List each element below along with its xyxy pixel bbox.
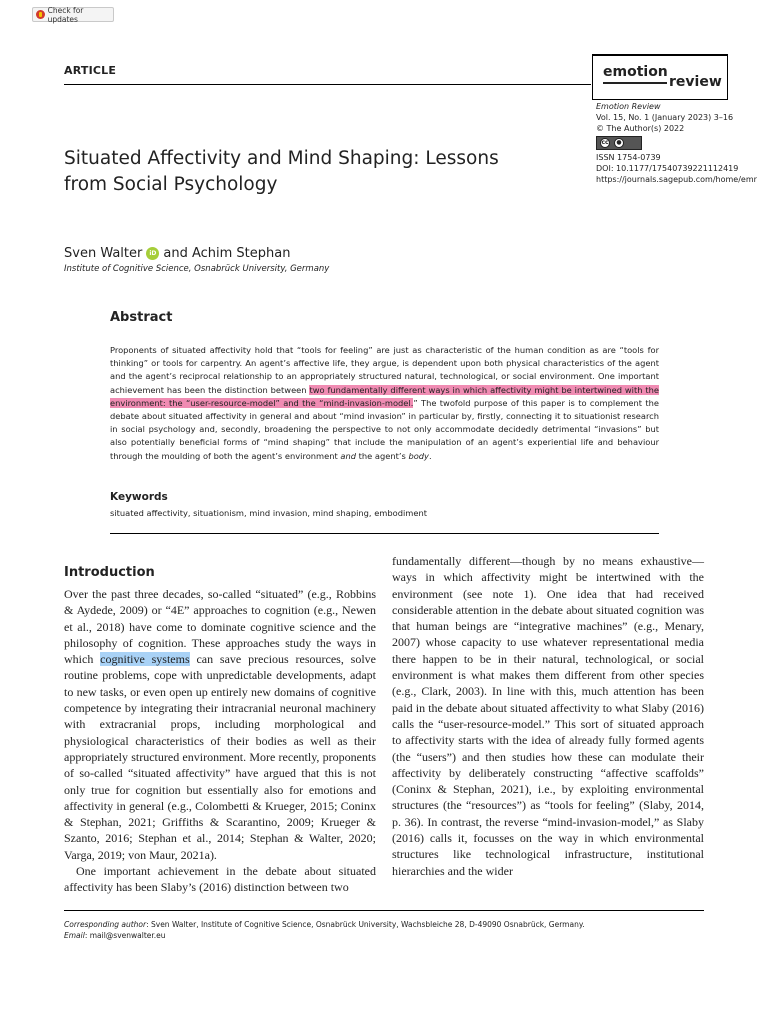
corresponding-author: Corresponding author: Sven Walter, Institute of Cognitive Science, Osnabrück University, Wachsbleiche 28, D-49090 Osnabrück, Germany.	[64, 920, 585, 929]
paper-title: Situated Affectivity and Mind Shaping: Lessons from Social Psychology	[64, 148, 499, 195]
cc-icon: cc	[601, 139, 609, 146]
attribution-icon: ●	[614, 138, 624, 148]
author-email: Email: mail@svenwalter.eu	[64, 931, 166, 940]
keywords-heading: Keywords	[110, 491, 168, 503]
journal-volume: Vol. 15, No. 1 (January 2023) 3–16	[596, 113, 734, 122]
author-name: Sven Walter	[64, 246, 143, 261]
article-type-label: ARTICLE	[64, 64, 117, 77]
journal-logo-underline	[603, 82, 667, 84]
text-highlight-selection: cognitive systems	[100, 652, 190, 667]
keywords-list: situated affectivity, situationism, mind invasion, mind shaping, embodiment	[110, 508, 427, 518]
orcid-icon[interactable]: iD	[146, 247, 159, 260]
intro-paragraph-1: Over the past three decades, so-called “situated” (e.g., Robbins & Aydede, 2009) or “4E” approaches to cognition (e.g., Newen et al., 2018) have come to dominate cognitive science and the philosophy of cognition. These approaches study the ways in which cognitive systems can save precious resources, solve routine problems, cope with unpredictable developments, adapt to new tasks, or even open up entirely new domains of cognitive competence by integrating their intracranial neuronal machinery with extracranial props, including morphological and physiological characteristics of their bodies as well as their appropriately structured environment. More recently, proponents of so-called “situated affectivity” have argued that this is not only true for cognition but essentially also for emotions and affectivity in general (e.g., Colombetti & Krueger, 2015; Coninx & Stephan, 2021; Griffiths & Scarantino, 2009; Krueger & Szanto, 2016; Stephan et al., 2014; Stephan & Walter, 2020; Varga, 2019; von Maur, 2021a).	[64, 587, 376, 862]
journal-name: Emotion Review	[596, 102, 661, 111]
abstract-highlight: two fundamentally different ways in which affectivity might be intertwined with the environment: the “user-resource-model” and the “mind-invasion-model.	[110, 384, 659, 408]
intro-paragraph-right: fundamentally different—though by no means exhaustive—ways in which affectivity might be intertwined with the environment (see note 1). One idea that had received considerable attention in the debate about situated cognition was that human beings are “integrative machines” (e.g., Menary, 2007) whose capacity to use whatever representational media there happen to be in their natural, technological, or social environment is what makes them different from other species (e.g., Clark, 2003). In line with this, much attention has been paid in the debate about situated affectivity to what Slaby (2016) calls the “user-resource-model.” This sort of situated approach to affectivity starts with the idea of already fully formed agents (the “users”) and then studies how these can modulate their affectivity by deliberately constructing “affective scaffolds” (Coninx & Stephan, 2021), i.e., by exploiting environmental structures (the “resources”) as “tools for feeling” (Slaby, 2014, p. 36). In contrast, the reverse “mind-invasion-model,” as Slaby (2016) calls it, focusses on the way in which environmental structures like technological infrastructure, institutional hierarchies and the wider	[392, 554, 704, 878]
author-affiliation: Institute of Cognitive Science, Osnabrück University, Germany	[64, 264, 330, 274]
footer-divider	[64, 910, 704, 911]
journal-issn: ISSN 1754-0739	[596, 153, 661, 162]
header-divider	[64, 84, 591, 85]
body-column-right	[392, 553, 704, 879]
intro-paragraph-2: One important achievement in the debate about situated affectivity has been Slaby’s (2016) distinction between two	[64, 864, 376, 895]
creative-commons-badge	[596, 136, 642, 150]
journal-logo-word-emotion: emotion	[603, 64, 668, 80]
check-for-updates-button[interactable]	[32, 7, 114, 22]
journal-url[interactable]: https://journals.sagepub.com/home/emr	[596, 175, 757, 184]
crossmark-icon	[36, 10, 45, 19]
introduction-heading: Introduction	[64, 565, 155, 580]
body-column-left	[64, 586, 376, 896]
journal-logo-word-review: review	[669, 74, 722, 90]
author-name-second: and Achim Stephan	[163, 246, 291, 261]
abstract-text: Proponents of situated affectivity hold that “tools for feeling” are just as characteristic of the human condition as are “tools for thinking” or tools for carpentry. An agent’s affective life, they argue, is dependent upon both physical characteristics of the agent and the agent’s reciprocal relationship to an appropriately structured natural, technological, or social environment. One important achievement has been the distinction between two fundamentally different ways in which affectivity might be intertwined with the environment: the “user-resource-model” and the “mind-invasion-model.” The twofold purpose of this paper is to complement the debate about situated affectivity in general and about “mind invasion” in particular by, firstly, connecting it to situationist research in social psychology and, secondly, broadening the perspective to not only accommodate decidedly detrimental “invasions” but also potentially beneficial forms of “mind shaping” that include the manipulation of an agent’s experiential life and behaviour through the moulding of both the agent’s environment and the agent’s body.	[110, 345, 659, 461]
abstract-heading: Abstract	[110, 310, 173, 325]
journal-doi[interactable]: DOI: 10.1177/17540739221112419	[596, 164, 739, 173]
author-line	[64, 246, 290, 261]
check-for-updates-label: Check for updates	[47, 5, 84, 24]
journal-copyright: © The Author(s) 2022	[596, 124, 685, 133]
keywords-divider	[110, 533, 659, 534]
